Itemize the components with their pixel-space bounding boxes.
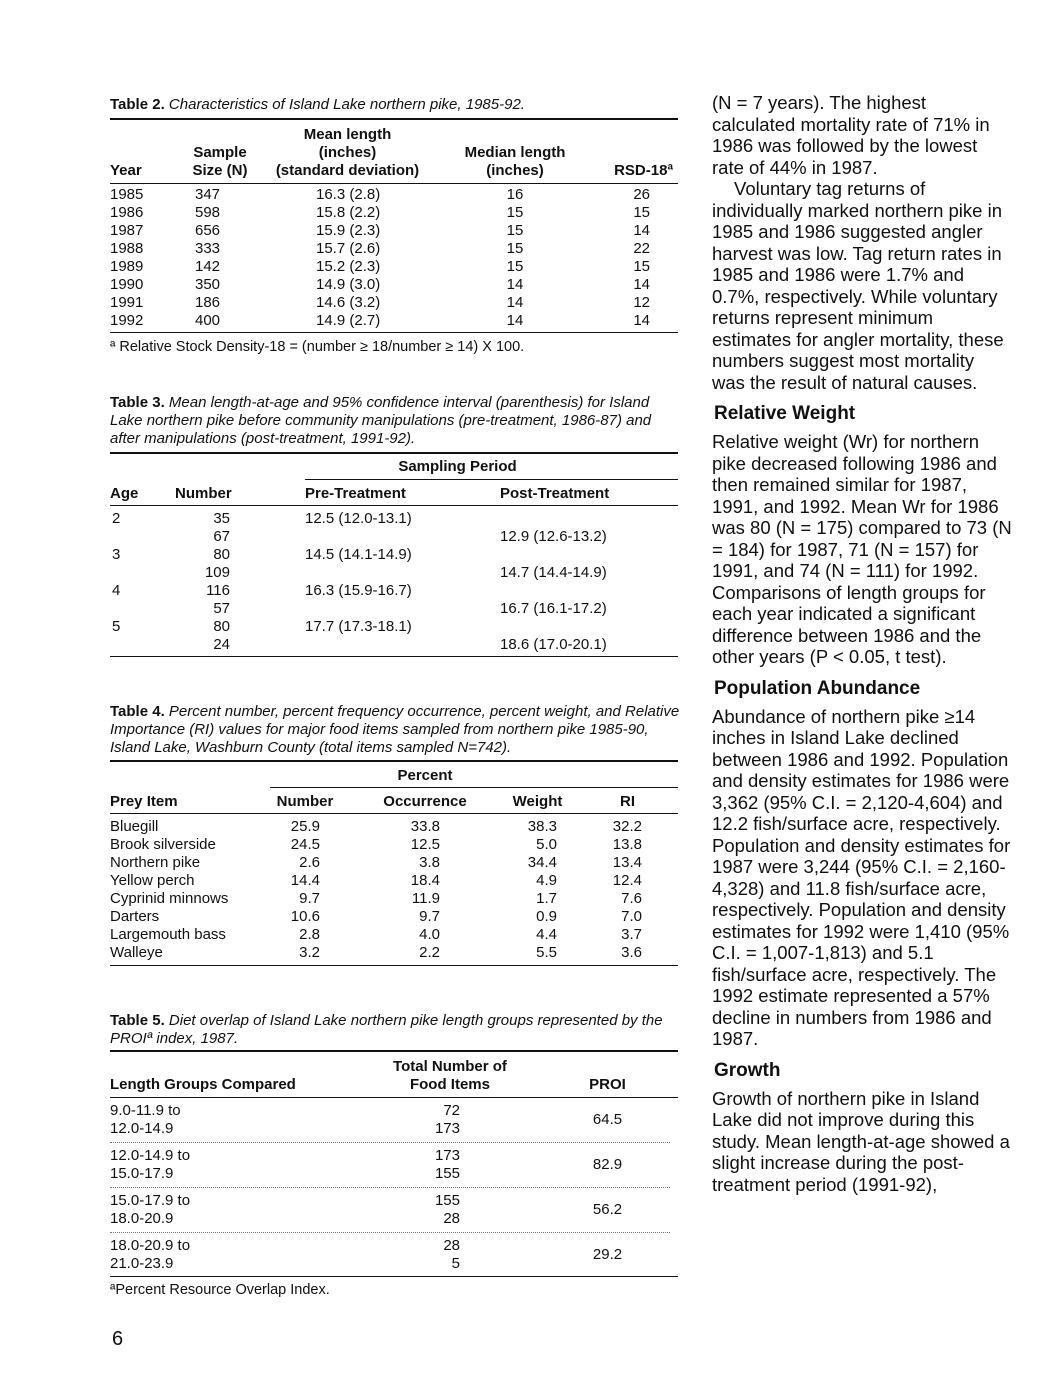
t2-median-length: 14 [506, 294, 524, 311]
table5-label: Table 5. [110, 1012, 165, 1029]
t4-ri: 7.0 [621, 908, 642, 925]
t2-median-length: 16 [506, 186, 524, 203]
para-relative-weight: Relative weight (Wr) for northern pike decreased following 1986 and then remained similar for 1987, 1991, and 1992. Mean Wr for 1986 was 80 (N = 175) compared to 73 (N = 184) for 1987, 71 (N = 157) for 1991, and 74 (N = 111) for 1992. Comparisons of length groups for each year indicated a significant difference between 1986 and the other years (P < 0.05, t test). [712, 431, 1012, 667]
t3-number: 24 [213, 636, 230, 653]
table5-header-rule [110, 1097, 678, 1098]
t2-median-length: 14 [506, 312, 524, 329]
t2-rsd: 26 [633, 186, 650, 203]
t2-mean-length: 15.7 (2.6) [316, 240, 381, 257]
t2-h-median2: (inches) [486, 162, 544, 179]
t2-mean-length: 14.6 (3.2) [316, 294, 381, 311]
t5-group-from: 9.0-11.9 to [110, 1102, 181, 1119]
t3-number: 35 [213, 510, 230, 527]
para-mortality: (N = 7 years). The highest calculated mortality rate of 71% in 1986 was followed by the lowest rate of 44% in 1987. [712, 92, 990, 178]
t4-occurrence: 11.9 [411, 890, 440, 907]
t4-prey-item: Northern pike [110, 854, 201, 871]
table3-sub-rule [305, 479, 678, 480]
t2-h-median1: Median length [464, 144, 566, 161]
t5-proi: 64.5 [592, 1111, 623, 1128]
t5-h-total1: Total Number of [393, 1058, 507, 1075]
table5-top-rule [110, 1050, 678, 1052]
t3-age: 4 [112, 582, 121, 599]
t5-row-divider [110, 1187, 670, 1188]
text-column [712, 92, 1012, 1195]
t4-occurrence: 33.8 [410, 818, 440, 835]
t2-median-length: 14 [506, 276, 524, 293]
t4-number: 3.2 [299, 944, 320, 961]
t5-items-2: 28 [443, 1210, 460, 1227]
t4-h-percent: Percent [397, 767, 453, 784]
t2-mean-length: 14.9 (2.7) [316, 312, 381, 329]
t5-proi: 82.9 [592, 1156, 623, 1173]
heading-growth: Growth [714, 1059, 781, 1081]
t3-age: 3 [112, 546, 121, 563]
t4-occurrence: 4.0 [419, 926, 440, 943]
t2-year: 1992 [110, 312, 144, 329]
t5-h-total2: Food Items [409, 1076, 490, 1093]
t2-year: 1987 [110, 222, 144, 239]
table3-caption-text: Mean length-at-age and 95% confidence interval (parenthesis) for Island Lake northern pike before community manipulations (pre-treatment, 1986-87) and after manipulations (post-treatment, 1991-92). [110, 394, 652, 447]
t2-rsd: 12 [633, 294, 650, 311]
table3-caption [110, 394, 680, 448]
t5-group-from: 15.0-17.9 to [110, 1192, 191, 1209]
t3-pre-treatment: 16.3 (15.9-16.7) [305, 582, 412, 599]
t5-row-divider [110, 1232, 670, 1233]
para-population-abundance: Abundance of northern pike ≥14 inches in Island Lake declined between 1986 and 1992. Population and density estimates for 1986 were 3,362 (95% C.I. = 2,120-4,604) and 12.2 fish/surface acre, respectively. Population and density estimates for 1987 were 3,244 (95% C.I. = 2,160-4,328) and 11.8 fish/surface acre, respectively. Population and density estimates for 1992 were 1,410 (95% C.I. = 1,007-1,813) and 5.1 fish/surface acre, respectively. The 1992 estimate represented a 57% decline in numbers from 1986 and 1987. [712, 705, 1011, 1049]
t3-number: 67 [213, 528, 230, 545]
table2-footnote: ª Relative Stock Density-18 = (number ≥ 18/number ≥ 14) X 100. [110, 339, 525, 355]
t2-sample-size: 142 [195, 258, 221, 275]
t2-sample-size: 333 [195, 240, 221, 257]
t4-ri: 3.7 [621, 926, 642, 943]
t3-h-age: Age [110, 485, 139, 502]
t4-number: 14.4 [290, 872, 320, 889]
table5-caption [110, 1012, 680, 1048]
t3-number: 57 [213, 600, 230, 617]
t2-rsd: 22 [633, 240, 650, 257]
para-tag-returns: Voluntary tag returns of individually marked northern pike in 1985 and 1986 suggested angler harvest was low. Tag return rates in 1985 and 1986 were 1.7% and 0.7%, respectively. While voluntary returns represent minimum estimates for angler mortality, these numbers suggest most mortality was the result of natural causes. [712, 178, 1004, 393]
t4-ri: 12.4 [612, 872, 642, 889]
t3-pre-treatment: 14.5 (14.1-14.9) [305, 546, 412, 563]
t4-occurrence: 3.8 [419, 854, 440, 871]
table4-caption [110, 703, 680, 757]
t4-weight: 38.3 [527, 818, 557, 835]
t4-ri: 7.6 [621, 890, 642, 907]
table5-bottom-rule [110, 1276, 678, 1277]
t4-occurrence: 18.4 [410, 872, 440, 889]
t2-year: 1989 [110, 258, 144, 275]
t4-h-ri: RI [620, 793, 635, 810]
table3-label: Table 3. [110, 394, 165, 411]
t2-rsd: 14 [633, 312, 650, 329]
t5-group-to: 12.0-14.9 [110, 1120, 174, 1137]
t3-post-treatment: 14.7 (14.4-14.9) [500, 564, 607, 581]
t4-occurrence: 12.5 [410, 836, 440, 853]
table4-top-rule [110, 760, 678, 762]
table5-footnote: ªPercent Resource Overlap Index. [110, 1282, 330, 1298]
t2-sample-size: 598 [195, 204, 221, 221]
t2-h-year: Year [110, 162, 142, 179]
t4-weight: 0.9 [536, 908, 557, 925]
table2-caption [110, 96, 680, 114]
t3-h-number: Number [175, 485, 232, 502]
table4-label: Table 4. [110, 703, 165, 720]
t2-h-sample1: Sample [193, 144, 247, 161]
t2-h-sample2: Size (N) [192, 162, 248, 179]
t4-number: 2.8 [299, 926, 320, 943]
t3-age: 5 [112, 618, 121, 635]
table3-top-rule [110, 452, 678, 454]
page-number: 6 [112, 1328, 124, 1350]
t4-h-weight: Weight [512, 793, 563, 810]
t3-number: 116 [206, 582, 230, 599]
t3-pre-treatment: 17.7 (17.3-18.1) [305, 618, 412, 635]
t4-occurrence: 2.2 [419, 944, 440, 961]
t2-h-rsd: RSD-18ª [614, 162, 673, 179]
t3-number: 80 [213, 618, 230, 635]
t5-h-groups: Length Groups Compared [110, 1076, 296, 1093]
table2-bottom-rule [110, 332, 678, 333]
t2-h-mean1: Mean length [303, 126, 392, 143]
table2-header-rule [110, 183, 678, 184]
t4-h-number: Number [276, 793, 334, 810]
t4-prey-item: Largemouth bass [110, 926, 226, 943]
t4-prey-item: Walleye [110, 944, 163, 961]
t2-year: 1990 [110, 276, 144, 293]
t2-sample-size: 656 [195, 222, 221, 239]
table2-label: Table 2. [110, 96, 165, 113]
table4-header-rule [110, 813, 678, 814]
t2-sample-size: 400 [195, 312, 221, 329]
t5-group-from: 18.0-20.9 to [110, 1237, 191, 1254]
t3-number: 109 [204, 564, 230, 581]
table4-sub-rule [270, 787, 678, 788]
table2-top-rule [110, 118, 678, 120]
t5-items-2: 173 [434, 1120, 460, 1137]
t2-h-mean2: (inches) [318, 144, 377, 161]
t2-rsd: 14 [633, 276, 650, 293]
t4-h-occurrence: Occurrence [383, 793, 467, 810]
heading-population-abundance: Population Abundance [714, 677, 921, 699]
t5-items-2: 155 [434, 1165, 460, 1182]
t2-year: 1986 [110, 204, 144, 221]
table3-header-rule [110, 505, 678, 506]
t2-mean-length: 16.3 (2.8) [316, 186, 381, 203]
t4-prey-item: Darters [110, 908, 160, 925]
t4-occurrence: 9.7 [419, 908, 440, 925]
t3-post-treatment: 12.9 (12.6-13.2) [500, 528, 607, 545]
t4-number: 10.6 [290, 908, 320, 925]
t4-weight: 5.0 [536, 836, 557, 853]
t2-sample-size: 350 [195, 276, 221, 293]
t4-weight: 4.9 [536, 872, 557, 889]
t5-group-from: 12.0-14.9 to [110, 1147, 191, 1164]
t4-prey-item: Cyprinid minnows [110, 890, 229, 907]
t5-group-to: 21.0-23.9 [110, 1255, 174, 1272]
table4-bottom-rule [110, 965, 678, 966]
t4-weight: 34.4 [527, 854, 557, 871]
t2-median-length: 15 [506, 240, 524, 257]
t5-h-proi: PROI [589, 1076, 626, 1093]
t4-prey-item: Bluegill [110, 818, 159, 835]
t2-rsd: 15 [633, 204, 650, 221]
table3-bottom-rule [110, 656, 678, 657]
t2-median-length: 15 [506, 222, 524, 239]
t5-items-1: 173 [434, 1147, 460, 1164]
t3-h-sampling: Sampling Period [398, 458, 517, 475]
t3-pre-treatment: 12.5 (12.0-13.1) [305, 510, 412, 527]
t4-ri: 13.8 [612, 836, 642, 853]
t4-number: 25.9 [290, 818, 320, 835]
t4-weight: 5.5 [536, 944, 557, 961]
t2-median-length: 15 [506, 204, 524, 221]
t3-age: 2 [112, 510, 121, 527]
t4-prey-item: Yellow perch [110, 872, 195, 889]
t2-year: 1988 [110, 240, 144, 257]
t5-row-divider [110, 1142, 670, 1143]
t4-weight: 4.4 [536, 926, 557, 943]
t3-number: 80 [213, 546, 230, 563]
t2-h-mean3: (standard deviation) [275, 162, 420, 179]
t5-group-to: 18.0-20.9 [110, 1210, 174, 1227]
t2-rsd: 15 [633, 258, 650, 275]
t5-group-to: 15.0-17.9 [110, 1165, 174, 1182]
t3-h-post: Post-Treatment [500, 485, 610, 502]
t2-mean-length: 15.9 (2.3) [316, 222, 381, 239]
t3-post-treatment: 18.6 (17.0-20.1) [500, 636, 607, 653]
t4-number: 9.7 [299, 890, 320, 907]
t2-rsd: 14 [633, 222, 650, 239]
t5-items-2: 5 [451, 1255, 460, 1272]
t4-ri: 3.6 [621, 944, 642, 961]
t2-mean-length: 14.9 (3.0) [316, 276, 381, 293]
t2-mean-length: 15.8 (2.2) [316, 204, 381, 221]
table4-caption-text: Percent number, percent frequency occurrence, percent weight, and Relative Importance (RI) values for major food items sampled from northern pike 1985-90, Island Lake, Washburn County (total items sampled N=742). [110, 703, 680, 756]
t2-year: 1985 [110, 186, 144, 203]
t3-h-pre: Pre-Treatment [305, 485, 406, 502]
t4-ri: 32.2 [612, 818, 642, 835]
t4-ri: 13.4 [612, 854, 642, 871]
t5-items-1: 72 [443, 1102, 460, 1119]
t4-number: 24.5 [290, 836, 320, 853]
t4-prey-item: Brook silverside [110, 836, 216, 853]
t4-h-prey: Prey Item [110, 793, 178, 810]
table5-caption-text: Diet overlap of Island Lake northern pike length groups represented by the PROIª index, 1987. [110, 1012, 663, 1047]
t2-sample-size: 186 [195, 294, 221, 311]
t2-median-length: 15 [506, 258, 524, 275]
t4-number: 2.6 [299, 854, 320, 871]
t2-sample-size: 347 [195, 186, 221, 203]
table2-caption-text: Characteristics of Island Lake northern pike, 1985-92. [168, 96, 525, 113]
para-growth: Growth of northern pike in Island Lake did not improve during this study. Mean length-at-age showed a slight increase during the post-treatment period (1991-92), [712, 1087, 1010, 1195]
t2-year: 1991 [110, 294, 144, 311]
t2-mean-length: 15.2 (2.3) [316, 258, 381, 275]
t3-post-treatment: 16.7 (16.1-17.2) [500, 600, 607, 617]
t5-items-1: 28 [443, 1237, 460, 1254]
t5-proi: 29.2 [592, 1246, 623, 1263]
t5-items-1: 155 [434, 1192, 460, 1209]
t4-weight: 1.7 [536, 890, 557, 907]
t5-proi: 56.2 [592, 1201, 623, 1218]
heading-relative-weight: Relative Weight [714, 403, 856, 424]
